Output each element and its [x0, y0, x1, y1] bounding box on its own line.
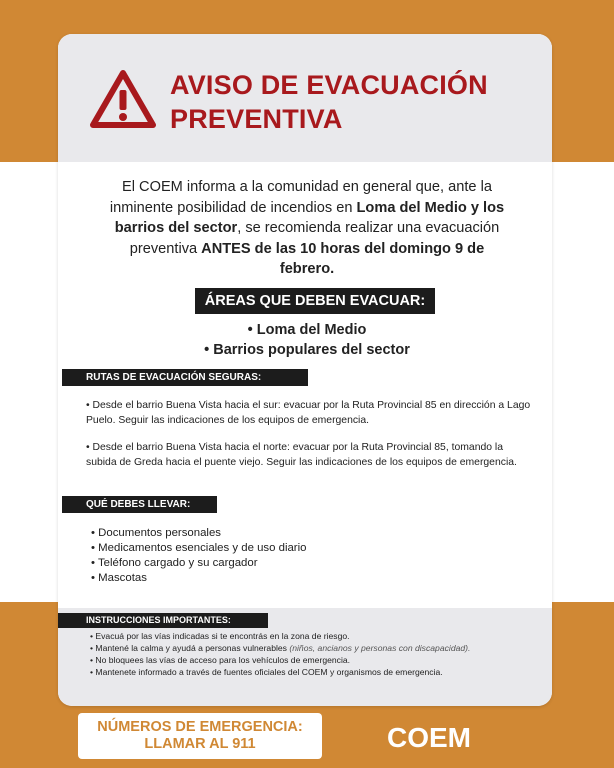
title-line-1: AVISO DE EVACUACIÓN [170, 70, 488, 100]
list-item: • No bloquees las vías de acceso para los vehículos de emergencia. [90, 654, 550, 666]
instr-item-2-note: (niños, ancianos y personas con discapacidad). [289, 643, 471, 653]
list-item: • Evacuá por las vías indicadas si te encontrás en la zona de riesgo. [90, 630, 550, 642]
emergency-line-2: LLAMAR AL 911 [144, 736, 256, 752]
notice-card [58, 34, 552, 706]
list-item: • Documentos personales [91, 526, 491, 541]
list-item: • Mascotas [91, 571, 491, 586]
llevar-list [91, 526, 491, 586]
rutas-label: RUTAS DE EVACUACIÓN SEGURAS: [62, 369, 308, 386]
intro-text-2: , se recomienda realizar una evacuación preventiva [129, 220, 500, 257]
list-item: • Medicamentos esenciales y de uso diario [91, 541, 491, 556]
area-item: • Loma del Medio [247, 322, 367, 338]
coem-brand: COEM [387, 722, 471, 753]
intro-bold-deadline: ANTES de las 10 horas del domingo 9 de febrero. [201, 240, 485, 277]
llevar-label: QUÉ DEBES LLEVAR: [62, 496, 217, 513]
area-item: • Barrios populares del sector [204, 342, 410, 358]
intro-bold-location: Loma del Medio y los barrios del sector [114, 199, 505, 236]
emergency-line-1: NÚMEROS DE EMERGENCIA: [97, 719, 303, 735]
emergency-numbers-box [78, 713, 322, 759]
ruta-paragraph-north: • Desde el barrio Buena Vista hacia el norte: evacuar por la Ruta Provincial 85, tomando la subida de Greda hacia el puente viejo. Seguir las indicaciones de los equipos de emergencia. [86, 442, 517, 468]
intro-text-1: El COEM informa a la comunidad en general que, ante la inminente posibilidad de incendios en [109, 179, 492, 216]
areas-heading: ÁREAS QUE DEBEN EVACUAR: [195, 288, 435, 314]
instrucciones-list [90, 630, 550, 678]
title-line-2: PREVENTIVA [170, 104, 343, 134]
intro-paragraph [102, 177, 512, 280]
list-item: • Teléfono cargado y su cargador [91, 556, 491, 571]
instrucciones-label: INSTRUCCIONES IMPORTANTES: [58, 613, 268, 628]
areas-list [102, 320, 512, 360]
list-item: • Mantenete informado a través de fuentes oficiales del COEM y organismos de emergencia. [90, 666, 550, 678]
warning-triangle-icon [88, 68, 158, 130]
list-item [90, 642, 550, 654]
page-title [170, 68, 540, 136]
instr-item-2-main: Mantené la calma y ayudá a personas vulnerables [95, 643, 290, 653]
ruta-paragraph-south: • Desde el barrio Buena Vista hacia el sur: evacuar por la Ruta Provincial 85 en dirección a Lago Puelo. Seguir las indicaciones de los equipos de emergencia. [86, 400, 531, 426]
